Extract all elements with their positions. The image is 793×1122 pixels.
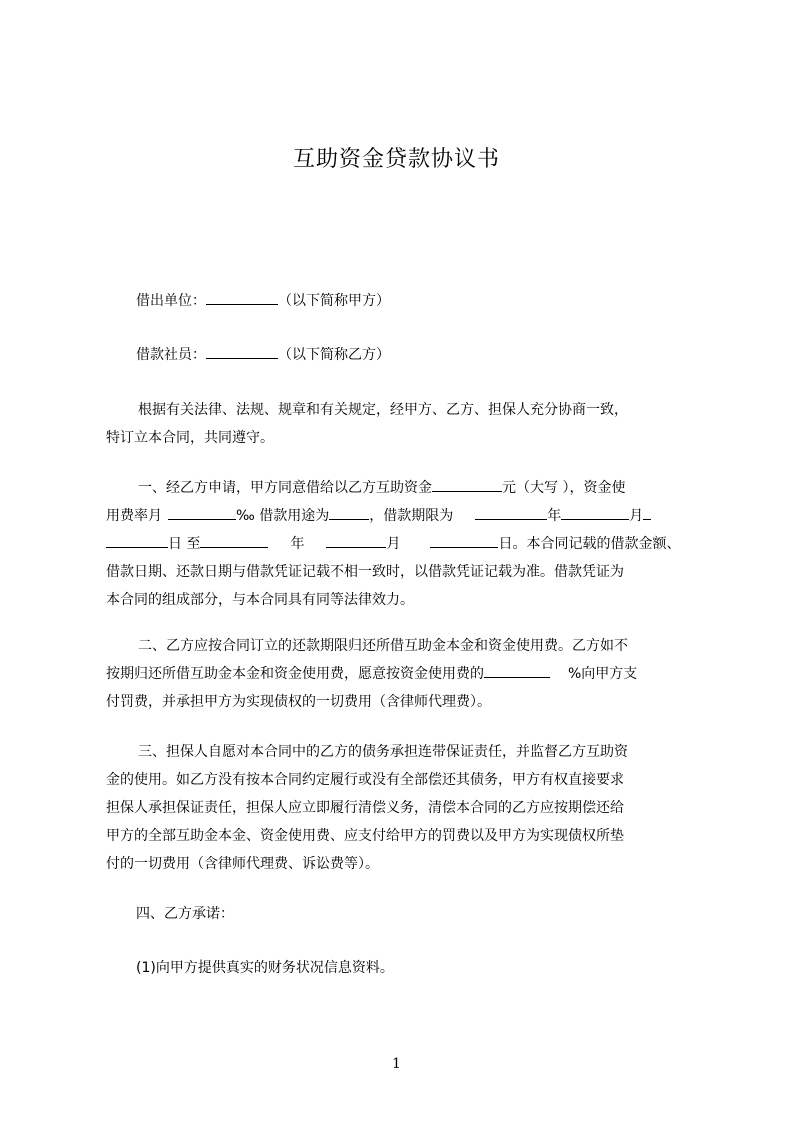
start-month-blank[interactable] <box>561 505 629 520</box>
start-day-blank-cont[interactable] <box>106 533 168 548</box>
clause1-text: 本合同的组成部分，与本合同具有同等法律效力。 <box>106 592 414 608</box>
clause1-text: 月 <box>386 536 401 552</box>
clause-3 <box>106 738 700 878</box>
clause3-text: 担保人承担保证责任，担保人应立即履行清偿义务，清偿本合同的乙方应按期偿还给 <box>106 800 624 816</box>
borrower-blank[interactable] <box>206 344 278 359</box>
clause2-text: 付罚费，并承担甲方为实现债权的一切费用（含律师代理费）。 <box>106 694 491 710</box>
clause3-text: 三、担保人自愿对本合同中的乙方的债务承担连带保证责任，并监督乙方互助资 <box>138 744 628 760</box>
lender-suffix: （以下简称甲方） <box>278 293 390 309</box>
clause1-text: 元（大写 ），资金使 <box>502 480 626 496</box>
lender-label: 借出单位： <box>136 293 206 309</box>
borrower-line <box>136 344 730 365</box>
purpose-blank[interactable] <box>329 505 369 520</box>
intro-paragraph <box>106 396 700 452</box>
clause1-text: 借款日期、还款日期与借款凭证记载不相一致时，以借款凭证记载为准。借款凭证为 <box>106 564 624 580</box>
clause1-text: ，借款期限为 <box>369 508 454 524</box>
clause3-text: 甲方的全部互助金本金、资金使用费、应支付给甲方的罚费以及甲方为实现债权所垫 <box>106 828 624 844</box>
clause3-text: 付的一切费用（含律师代理费、诉讼费等）。 <box>106 856 379 872</box>
clause1-text: 一、经乙方申请，甲方同意借给以乙方互助资金 <box>138 480 432 496</box>
start-day-blank[interactable] <box>643 505 651 520</box>
end-year-blank[interactable] <box>200 533 268 548</box>
lender-line <box>136 290 730 311</box>
clause1-text: 月 <box>629 508 644 524</box>
clause2-text: 按期归还所借互助金本金和资金使用费，愿意按资金使用费的 <box>106 666 484 682</box>
start-year-blank[interactable] <box>475 505 547 520</box>
end-day-blank[interactable] <box>430 533 498 548</box>
borrower-suffix: （以下简称乙方） <box>278 347 390 363</box>
clause1-text: 年 <box>547 508 562 524</box>
page-number: 1 <box>392 1056 401 1072</box>
penalty-blank[interactable] <box>484 663 550 678</box>
clause-4-heading: 四、乙方承诺： <box>136 906 234 922</box>
clause1-text: ‰ 借款用途为 <box>236 508 330 524</box>
clause1-text: 日。本合同记载的借款金额、 <box>498 536 681 552</box>
borrower-label: 借款社员： <box>136 347 206 363</box>
clause2-text: 二、乙方应按合同订立的还款期限归还所借互助金本金和资金使用费。乙方如不 <box>138 638 628 654</box>
intro-line: 根据有关法律、法规、规章和有关规定，经甲方、乙方、担保人充分协商一致， <box>138 402 628 418</box>
page-title: 互助资金贷款协议书 <box>292 147 500 172</box>
clause3-text: 金的使用。如乙方没有按本合同约定履行或没有全部偿还其债务，甲方有权直接要求 <box>106 772 624 788</box>
lender-blank[interactable] <box>206 290 278 305</box>
clause-2 <box>106 632 700 716</box>
clause1-text: 年 <box>290 536 305 552</box>
rate-blank[interactable] <box>168 505 236 520</box>
intro-line: 特订立本合同，共同遵守。 <box>106 430 274 446</box>
end-month-blank[interactable] <box>326 533 386 548</box>
clause2-text: %向甲方支 <box>568 666 638 682</box>
clause1-text: 用费率月 <box>106 508 162 524</box>
clause-1 <box>106 474 700 614</box>
amount-blank[interactable] <box>432 477 502 492</box>
clause-4-item-1: (1)向甲方提供真实的财务状况信息资料。 <box>136 960 394 976</box>
clause1-text: 日 至 <box>168 536 201 552</box>
